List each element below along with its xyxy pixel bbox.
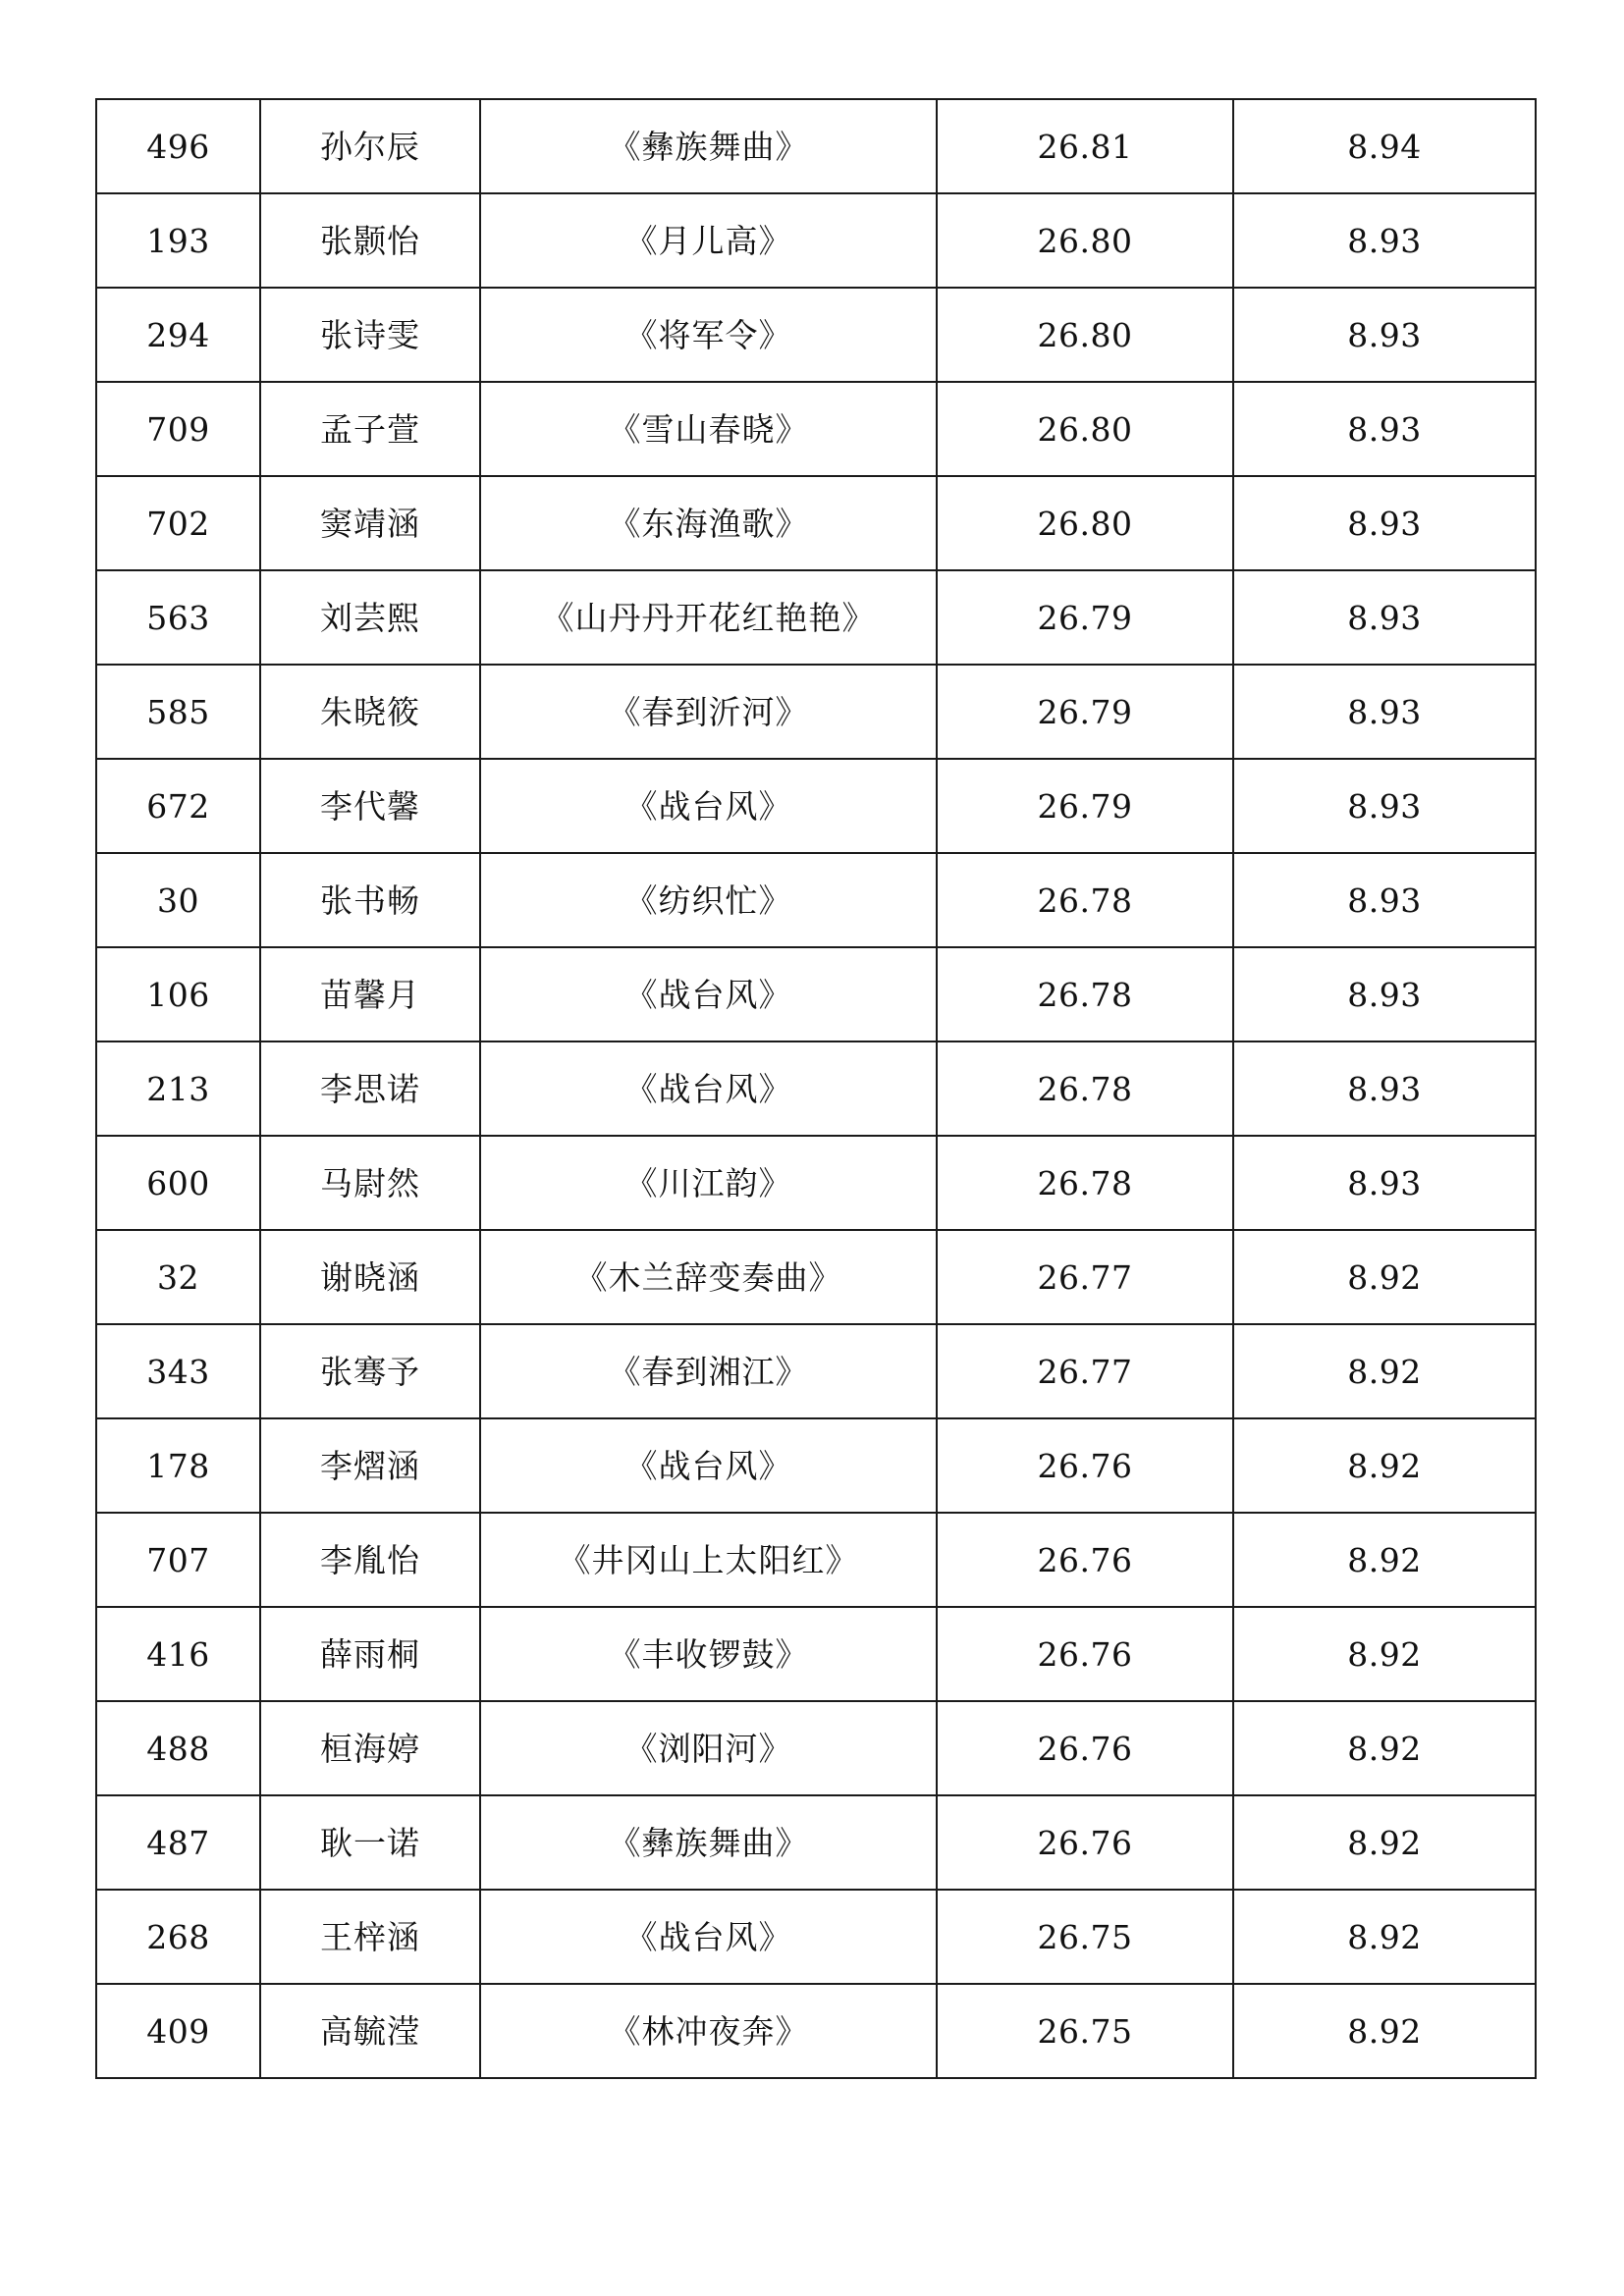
score-table-page bbox=[95, 98, 1535, 2079]
table-row bbox=[96, 759, 1536, 853]
piece-title-cell: 《将军令》 bbox=[480, 288, 937, 382]
total-score-cell: 26.78 bbox=[937, 947, 1233, 1041]
contestant-name-cell: 孙尔辰 bbox=[260, 99, 480, 193]
average-score-cell: 8.93 bbox=[1233, 193, 1536, 288]
contestant-name-cell: 耿一诺 bbox=[260, 1795, 480, 1890]
total-score-cell: 26.79 bbox=[937, 665, 1233, 759]
contestant-name-cell: 窦靖涵 bbox=[260, 476, 480, 570]
average-score-cell: 8.93 bbox=[1233, 665, 1536, 759]
piece-title-cell: 《战台风》 bbox=[480, 1418, 937, 1513]
contestant-name-cell: 朱晓筱 bbox=[260, 665, 480, 759]
piece-title-cell: 《丰收锣鼓》 bbox=[480, 1607, 937, 1701]
contestant-number-cell: 294 bbox=[96, 288, 260, 382]
piece-title-cell: 《林冲夜奔》 bbox=[480, 1984, 937, 2078]
table-row bbox=[96, 1513, 1536, 1607]
average-score-cell: 8.93 bbox=[1233, 1136, 1536, 1230]
contestant-number-cell: 496 bbox=[96, 99, 260, 193]
piece-title-cell: 《彝族舞曲》 bbox=[480, 1795, 937, 1890]
contestant-number-cell: 672 bbox=[96, 759, 260, 853]
average-score-cell: 8.93 bbox=[1233, 759, 1536, 853]
table-row bbox=[96, 665, 1536, 759]
contestant-name-cell: 张颢怡 bbox=[260, 193, 480, 288]
table-row bbox=[96, 1230, 1536, 1324]
contestant-number-cell: 487 bbox=[96, 1795, 260, 1890]
contestant-name-cell: 李代馨 bbox=[260, 759, 480, 853]
contestant-number-cell: 563 bbox=[96, 570, 260, 665]
piece-title-cell: 《战台风》 bbox=[480, 1890, 937, 1984]
contestant-number-cell: 707 bbox=[96, 1513, 260, 1607]
piece-title-cell: 《春到湘江》 bbox=[480, 1324, 937, 1418]
total-score-cell: 26.77 bbox=[937, 1324, 1233, 1418]
contestant-name-cell: 桓海婷 bbox=[260, 1701, 480, 1795]
table-row bbox=[96, 1324, 1536, 1418]
average-score-cell: 8.92 bbox=[1233, 1230, 1536, 1324]
piece-title-cell: 《战台风》 bbox=[480, 759, 937, 853]
total-score-cell: 26.79 bbox=[937, 570, 1233, 665]
total-score-cell: 26.75 bbox=[937, 1984, 1233, 2078]
piece-title-cell: 《月儿高》 bbox=[480, 193, 937, 288]
total-score-cell: 26.76 bbox=[937, 1418, 1233, 1513]
contestant-name-cell: 张诗雯 bbox=[260, 288, 480, 382]
table-row bbox=[96, 1041, 1536, 1136]
contestant-number-cell: 600 bbox=[96, 1136, 260, 1230]
total-score-cell: 26.81 bbox=[937, 99, 1233, 193]
total-score-cell: 26.78 bbox=[937, 853, 1233, 947]
total-score-cell: 26.76 bbox=[937, 1795, 1233, 1890]
average-score-cell: 8.93 bbox=[1233, 853, 1536, 947]
contestant-name-cell: 王梓涵 bbox=[260, 1890, 480, 1984]
contestant-number-cell: 709 bbox=[96, 382, 260, 476]
total-score-cell: 26.80 bbox=[937, 288, 1233, 382]
contestant-number-cell: 213 bbox=[96, 1041, 260, 1136]
table-row bbox=[96, 853, 1536, 947]
table-row bbox=[96, 947, 1536, 1041]
contestant-number-cell: 409 bbox=[96, 1984, 260, 2078]
piece-title-cell: 《川江韵》 bbox=[480, 1136, 937, 1230]
average-score-cell: 8.93 bbox=[1233, 947, 1536, 1041]
average-score-cell: 8.93 bbox=[1233, 476, 1536, 570]
contestant-number-cell: 488 bbox=[96, 1701, 260, 1795]
piece-title-cell: 《东海渔歌》 bbox=[480, 476, 937, 570]
contestant-number-cell: 268 bbox=[96, 1890, 260, 1984]
total-score-cell: 26.78 bbox=[937, 1041, 1233, 1136]
table-row bbox=[96, 476, 1536, 570]
contestant-name-cell: 李思诺 bbox=[260, 1041, 480, 1136]
total-score-cell: 26.76 bbox=[937, 1607, 1233, 1701]
table-row bbox=[96, 1890, 1536, 1984]
contestant-number-cell: 702 bbox=[96, 476, 260, 570]
contestant-name-cell: 李熠涵 bbox=[260, 1418, 480, 1513]
contestant-number-cell: 416 bbox=[96, 1607, 260, 1701]
total-score-cell: 26.77 bbox=[937, 1230, 1233, 1324]
contestant-number-cell: 32 bbox=[96, 1230, 260, 1324]
piece-title-cell: 《浏阳河》 bbox=[480, 1701, 937, 1795]
table-row bbox=[96, 1795, 1536, 1890]
total-score-cell: 26.76 bbox=[937, 1701, 1233, 1795]
average-score-cell: 8.92 bbox=[1233, 1324, 1536, 1418]
table-row bbox=[96, 1418, 1536, 1513]
table-row bbox=[96, 1136, 1536, 1230]
contestant-name-cell: 张书畅 bbox=[260, 853, 480, 947]
average-score-cell: 8.93 bbox=[1233, 382, 1536, 476]
contestant-number-cell: 585 bbox=[96, 665, 260, 759]
contestant-name-cell: 苗馨月 bbox=[260, 947, 480, 1041]
piece-title-cell: 《山丹丹开花红艳艳》 bbox=[480, 570, 937, 665]
table-row bbox=[96, 1607, 1536, 1701]
average-score-cell: 8.92 bbox=[1233, 1513, 1536, 1607]
piece-title-cell: 《战台风》 bbox=[480, 1041, 937, 1136]
piece-title-cell: 《木兰辞变奏曲》 bbox=[480, 1230, 937, 1324]
total-score-cell: 26.75 bbox=[937, 1890, 1233, 1984]
table-row bbox=[96, 1984, 1536, 2078]
contestant-name-cell: 孟子萱 bbox=[260, 382, 480, 476]
contestant-name-cell: 谢晓涵 bbox=[260, 1230, 480, 1324]
contestant-number-cell: 178 bbox=[96, 1418, 260, 1513]
score-table-body bbox=[96, 99, 1536, 2078]
piece-title-cell: 《彝族舞曲》 bbox=[480, 99, 937, 193]
table-row bbox=[96, 382, 1536, 476]
total-score-cell: 26.80 bbox=[937, 193, 1233, 288]
contestant-name-cell: 马尉然 bbox=[260, 1136, 480, 1230]
average-score-cell: 8.92 bbox=[1233, 1701, 1536, 1795]
contestant-name-cell: 薛雨桐 bbox=[260, 1607, 480, 1701]
piece-title-cell: 《井冈山上太阳红》 bbox=[480, 1513, 937, 1607]
total-score-cell: 26.80 bbox=[937, 382, 1233, 476]
piece-title-cell: 《纺织忙》 bbox=[480, 853, 937, 947]
contestant-number-cell: 30 bbox=[96, 853, 260, 947]
average-score-cell: 8.92 bbox=[1233, 1890, 1536, 1984]
total-score-cell: 26.80 bbox=[937, 476, 1233, 570]
average-score-cell: 8.93 bbox=[1233, 1041, 1536, 1136]
piece-title-cell: 《战台风》 bbox=[480, 947, 937, 1041]
table-row bbox=[96, 193, 1536, 288]
total-score-cell: 26.79 bbox=[937, 759, 1233, 853]
total-score-cell: 26.76 bbox=[937, 1513, 1233, 1607]
contestant-number-cell: 343 bbox=[96, 1324, 260, 1418]
contestant-name-cell: 高毓滢 bbox=[260, 1984, 480, 2078]
average-score-cell: 8.92 bbox=[1233, 1418, 1536, 1513]
contestant-name-cell: 李胤怡 bbox=[260, 1513, 480, 1607]
contestant-name-cell: 刘芸熙 bbox=[260, 570, 480, 665]
contestant-number-cell: 106 bbox=[96, 947, 260, 1041]
average-score-cell: 8.92 bbox=[1233, 1984, 1536, 2078]
average-score-cell: 8.94 bbox=[1233, 99, 1536, 193]
table-row bbox=[96, 1701, 1536, 1795]
piece-title-cell: 《春到沂河》 bbox=[480, 665, 937, 759]
table-row bbox=[96, 288, 1536, 382]
table-row bbox=[96, 570, 1536, 665]
average-score-cell: 8.92 bbox=[1233, 1795, 1536, 1890]
score-table bbox=[95, 98, 1537, 2079]
average-score-cell: 8.93 bbox=[1233, 570, 1536, 665]
table-row bbox=[96, 99, 1536, 193]
average-score-cell: 8.92 bbox=[1233, 1607, 1536, 1701]
contestant-name-cell: 张骞予 bbox=[260, 1324, 480, 1418]
contestant-number-cell: 193 bbox=[96, 193, 260, 288]
total-score-cell: 26.78 bbox=[937, 1136, 1233, 1230]
piece-title-cell: 《雪山春晓》 bbox=[480, 382, 937, 476]
average-score-cell: 8.93 bbox=[1233, 288, 1536, 382]
